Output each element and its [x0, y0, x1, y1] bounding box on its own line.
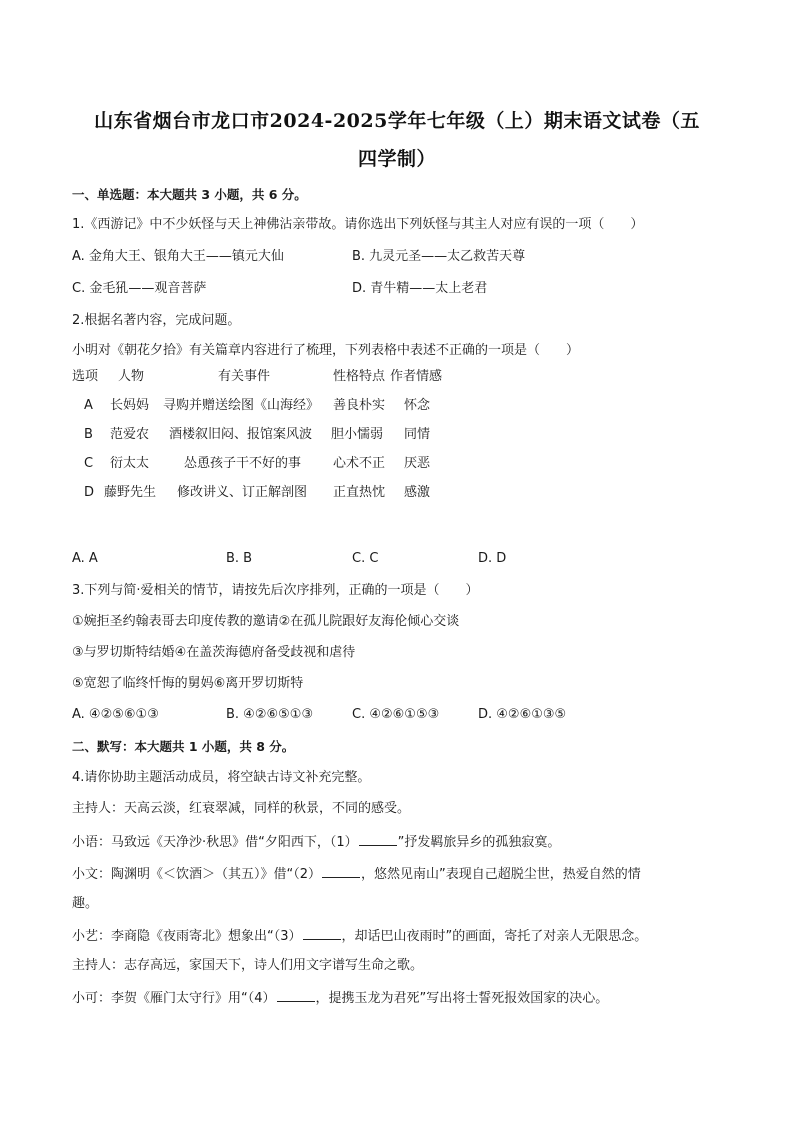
q3-option-c: C. ④②⑥①⑤③: [352, 707, 440, 722]
table-cell: 胆小懦弱: [331, 427, 384, 442]
table-cell: 同情: [404, 427, 431, 442]
q2-prompt: 小明对《朝花夕拾》有关篇章内容进行了梳理，下列表格中表述不正确的一项是（ ）: [72, 343, 580, 358]
q2-option-d: D. D: [478, 551, 507, 566]
q3-option-b: B. ④②⑥⑤①③: [226, 707, 314, 722]
q3-events-line-3: ⑤宽恕了临终忏悔的舅妈⑥离开罗切斯特: [72, 676, 304, 691]
table-header-cell: 作者情感: [390, 369, 443, 384]
q2-option-b: B. B: [226, 551, 253, 566]
q4-stem: 4.请你协助主题活动成员，将空缺古诗文补充完整。: [72, 770, 371, 785]
q1-option-a: A. 金角大王、银角大王——镇元大仙: [72, 249, 284, 264]
q1-stem: 1.《西游记》中不少妖怪与天上神佛沾亲带故。请你选出下列妖怪与其主人对应有误的一项（ ）: [72, 217, 644, 232]
table-header-cell: 人物: [118, 369, 145, 384]
q3-events-line-2: ③与罗切斯特结婚④在盖茨海德府备受歧视和虐待: [72, 645, 356, 660]
table-cell: 善良朴实: [333, 398, 386, 413]
q3-events-line-1: ①婉拒圣约翰表哥去印度传教的邀请②在孤儿院跟好友海伦倾心交谈: [72, 614, 460, 629]
table-cell: 寻购并赠送绘图《山海经》: [163, 398, 320, 413]
q4-xiaoyi-line: [72, 926, 647, 946]
table-cell: 厌恶: [404, 456, 431, 471]
q4-xiaoke-text-b: ，提携玉龙为君死”写出将士誓死报效国家的决心。: [315, 991, 609, 1006]
table-header-cell: 选项: [72, 369, 99, 384]
q4-xiaoyi-text-a: 小艺：李商隐《夜雨寄北》想象出“（3）: [72, 929, 302, 944]
q4-xiaowen-text-a: 小文：陶渊明《＜饮酒＞（其五）》借“（2）: [72, 867, 322, 882]
q4-xiaowen-text-b: ，悠然见南山”表现自己超脱尘世，热爱自然的情: [361, 867, 641, 882]
q1-option-c: C. 金毛犼——观音菩萨: [72, 281, 207, 296]
q4-xiaoyu-text-b: ”抒发羁旅异乡的孤独寂寞。: [397, 835, 561, 850]
table-cell: 长妈妈: [110, 398, 150, 413]
table-cell: 修改讲义、订正解剖图: [177, 485, 308, 500]
table-cell: 正直热忱: [333, 485, 386, 500]
exam-title-line-2: 四学制）: [357, 148, 436, 170]
q1-option-d: D. 青牛精——太上老君: [352, 281, 488, 296]
table-cell: D: [84, 485, 95, 500]
q1-option-b: B. 九灵元圣——太乙救苦天尊: [352, 249, 526, 264]
q3-option-a: A. ④②⑤⑥①③: [72, 707, 159, 722]
section-2-heading: 二、默写：本大题共 1 小题，共 8 分。: [72, 739, 295, 754]
fill-blank-2[interactable]: [322, 864, 360, 878]
q4-xiaoyu-line: [72, 832, 560, 852]
fill-blank-1[interactable]: [359, 832, 397, 846]
q4-xiaoke-text-a: 小可：李贺《雁门太守行》用“（4）: [72, 991, 276, 1006]
exam-title-line-1: 山东省烟台市龙口市2024-2025学年七年级（上）期末语文试卷（五: [94, 110, 700, 132]
table-cell: B: [84, 427, 93, 442]
q4-xiaowen-line: [72, 864, 641, 884]
q2-option-a: A. A: [72, 551, 98, 566]
q2-option-c: C. C: [352, 551, 379, 566]
q4-host-line-2: 主持人：志存高远，家国天下，诗人们用文字谱写生命之歌。: [72, 958, 424, 973]
table-cell: 怂恿孩子干不好的事: [184, 456, 302, 471]
table-cell: 衍太太: [110, 456, 150, 471]
table-cell: 酒楼叙旧闷、报馆案风波: [169, 427, 313, 442]
q3-stem: 3.下列与简·爱相关的情节，请按先后次序排列，正确的一项是（ ）: [72, 583, 479, 598]
table-cell: 怀念: [404, 398, 431, 413]
table-cell: 心术不正: [333, 456, 386, 471]
table-cell: 感激: [404, 485, 431, 500]
q4-xiaoke-line: [72, 988, 608, 1008]
table-cell: 范爱农: [110, 427, 150, 442]
q4-xiaoyi-text-b: ，却话巴山夜雨时”的画面，寄托了对亲人无限思念。: [341, 929, 648, 944]
q3-option-d: D. ④②⑥①③⑤: [478, 707, 567, 722]
fill-blank-4[interactable]: [277, 988, 315, 1002]
table-cell: A: [84, 398, 93, 413]
q4-xiaowen-line-cont: 趣。: [72, 896, 99, 911]
table-cell: 藤野先生: [104, 485, 157, 500]
q2-stem: 2.根据名著内容，完成问题。: [72, 313, 241, 328]
q4-xiaoyu-text-a: 小语：马致远《天净沙·秋思》借“夕阳西下，（1）: [72, 835, 358, 850]
q4-host-line-1: 主持人：天高云淡，红衰翠减，同样的秋景，不同的感受。: [72, 801, 411, 816]
section-1-heading: 一、单选题：本大题共 3 小题，共 6 分。: [72, 187, 307, 202]
table-cell: C: [84, 456, 94, 471]
table-header-cell: 有关事件: [218, 369, 271, 384]
table-header-cell: 性格特点: [333, 369, 386, 384]
fill-blank-3[interactable]: [303, 926, 341, 940]
